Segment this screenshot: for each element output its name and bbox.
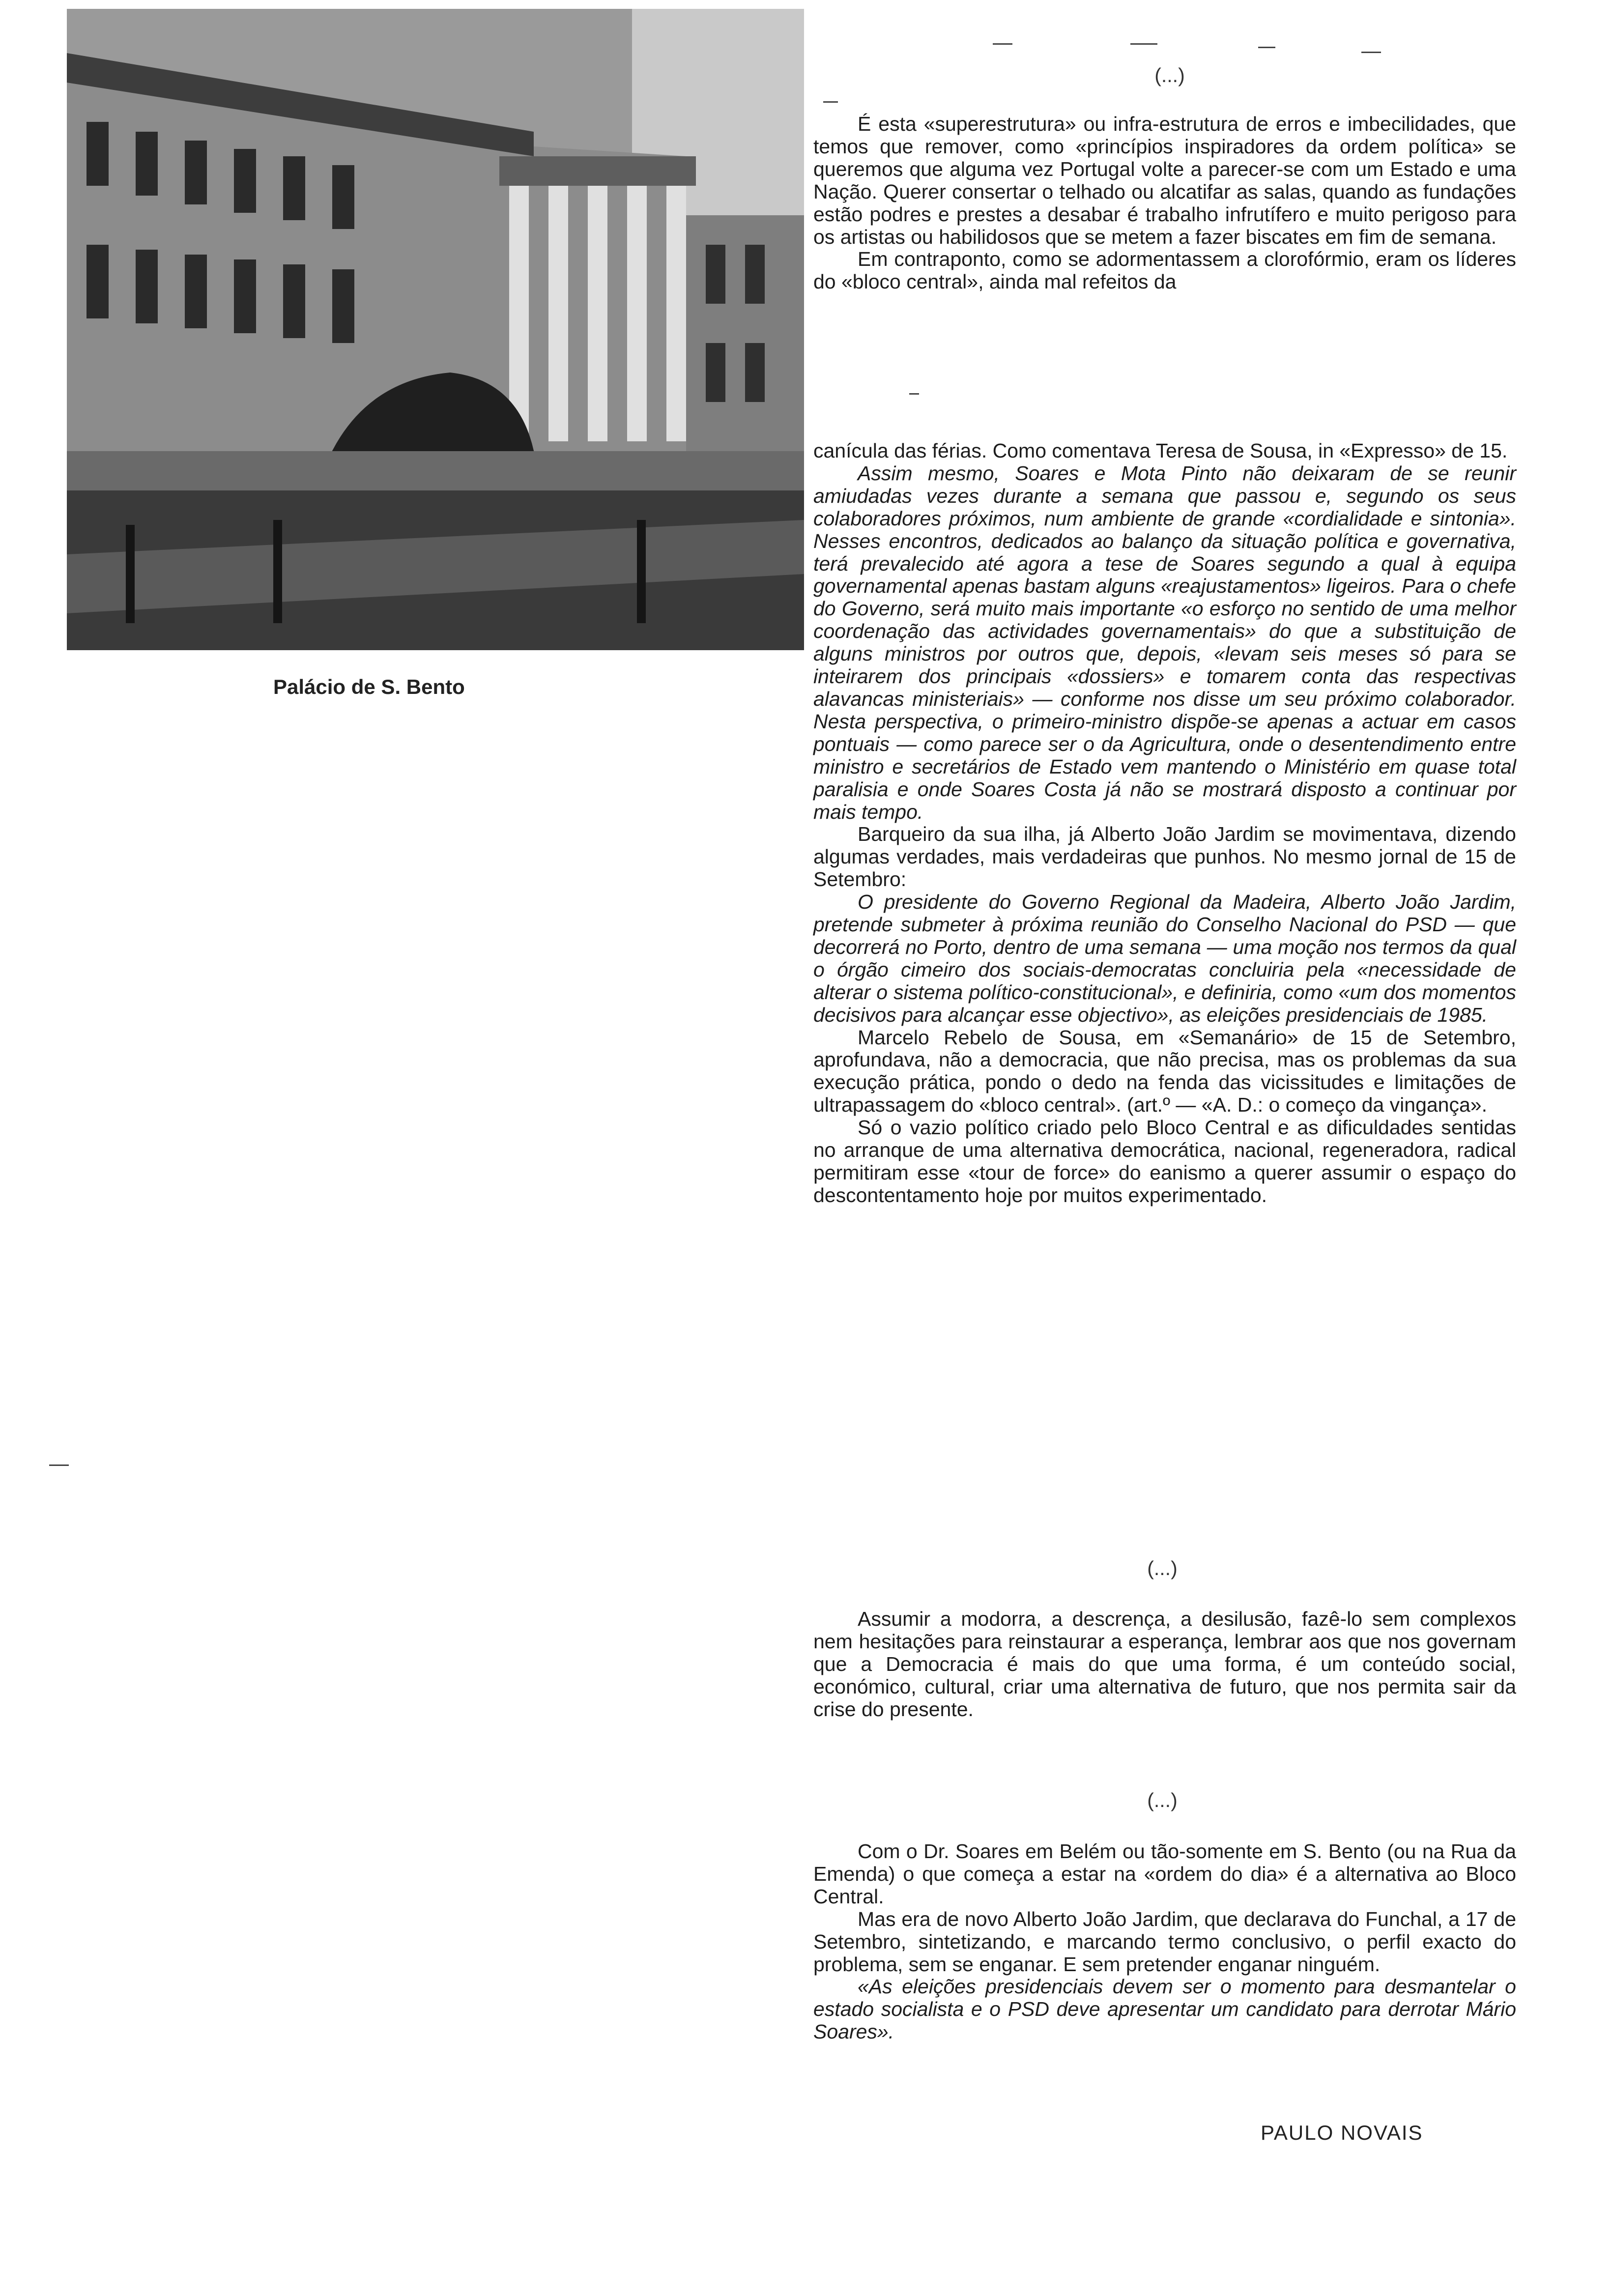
photo-caption: Palácio de S. Bento [273, 675, 465, 698]
scan-mark [993, 43, 1012, 45]
palace-photograph [67, 9, 804, 650]
paragraph: Com o Dr. Soares em Belém ou tão-somente em S. Bento (ou na Rua da Emenda) o que começa a estar na «ordem do dia» é a alternativa ao Bloco Central. [813, 1840, 1516, 1908]
article-block-3 [813, 1608, 1516, 1721]
scan-mark [1361, 52, 1381, 53]
quote-paragraph: O presidente do Governo Regional da Madeira, Alberto João Jardim, pretende submeter à próxima reunião do Conselho Nacional do PSD — que decorrerá no Porto, dentro de uma semana — uma moção nos termos da qual o órgão cimeiro dos sociais-democratas concluiria pela «necessidade de alterar o sistema político-constitucional», e definiria, como «um dos momentos decisivos para alcançar esse objectivo», as eleições presidenciais de 1985. [813, 890, 1516, 1026]
paragraph: É esta «superestrutura» ou infra-estrutura de erros e imbecilidades, que temos que remover, como «princípios inspiradores da ordem política» se queremos que alguma vez Portugal volte a parecer-se com um Estado e uma Nação. Querer consertar o telhado ou alcatifar as salas, quando as fundações estão podres e prestes a desabar é trabalho infrutífero e muito perigoso para os artistas ou habilidosos que se metem a fazer biscates em fim de semana. [813, 113, 1516, 248]
paragraph: canícula das férias. Como comentava Teresa de Sousa, in «Expresso» de 15. [813, 439, 1508, 462]
scan-mark [823, 101, 838, 103]
ellipsis-separator: (...) [1154, 64, 1185, 86]
author-signature: PAULO NOVAIS [1261, 2121, 1423, 2144]
quote-paragraph: Assim mesmo, Soares e Mota Pinto não deixaram de se reunir amiudadas vezes durante a semana que passou e, segundo os seus colaboradores próximos, num ambiente de grande «cordialidade e sintonia». Nesses encontros, dedicados ao balanço da situação política e governativa, terá prevalecido até agora a tese de Soares segundo a qual à equipa governamental apenas bastam alguns «reajustamentos» ligeiros. Para o chefe do Governo, será muito mais importante «o esforço no sentido de uma melhor coordenação das actividades governamentais» do que a substituição de alguns ministros por outros que, depois, «levam seis meses só para se inteirarem dos principais «dossiers» e tomarem conta das respectivas alavancas ministeriais» — conforme nos disse um seu próximo colaborador. Nesta perspectiva, o primeiro-ministro dispõe-se apenas a actuar em casos pontuais — como parece ser o da Agricultura, onde o desentendimento entre ministro e secretários de Estado vem mantendo o Ministério em quase total paralisia e onde Soares Costa já não se mostrará disposto a continuar por mais tempo. [813, 461, 1516, 823]
scan-mark [49, 1464, 69, 1466]
scan-mark [1130, 43, 1157, 45]
paragraph: Marcelo Rebelo de Sousa, em «Semanário» de 15 de Setembro, aprofundava, não a democracia, que não precisa, mas os problemas da sua execução prática, pondo o dedo na fenda das vicissitudes e limitações de ultrapassagem do «bloco central». (art.º — «A. D.: o começo da vingança». [813, 1026, 1516, 1117]
ellipsis-separator: (...) [1147, 1789, 1178, 1811]
paragraph: Só o vazio político criado pelo Bloco Central e as dificuldades sentidas no arranque de uma alternativa democrática, nacional, regeneradora, radical permitiram esse «tour de force» do eanismo a querer assumir o espaço do descontentamento hoje por muitos experimentado. [813, 1116, 1516, 1206]
paragraph: Assumir a modorra, a descrença, a desilusão, fazê-lo sem complexos nem hesitações para reinstaurar a esperança, lembrar aos que nos governam que a Democracia é mais do que uma forma, é um conteúdo social, económico, cultural, criar uma alternativa de futuro, que nos permita sair da crise do presente. [813, 1607, 1516, 1721]
paragraph: Em contraponto, como se adormentassem a clorofórmio, eram os líderes do «bloco central», ainda mal refeitos da [813, 248, 1516, 293]
quote-paragraph: «As eleições presidenciais devem ser o momento para desmantelar o estado socialista e o PSD deve apresentar um candidato para derrotar Mário Soares». [813, 1975, 1516, 2043]
scan-mark [1258, 47, 1275, 48]
article-block-4 [813, 1840, 1516, 2043]
paragraph: Barqueiro da sua ilha, já Alberto João Jardim se movimentava, dizendo algumas verdades, mais verdadeiras que punhos. No mesmo jornal de 15 de Setembro: [813, 823, 1516, 891]
ellipsis-separator: (...) [1147, 1557, 1178, 1579]
article-block-2 [813, 440, 1516, 1207]
article-block-1 [813, 113, 1516, 293]
paragraph: Mas era de novo Alberto João Jardim, que declarava do Funchal, a 17 de Setembro, sintetizando, e marcando termo conclusivo, o perfil exacto do problema, sem se enganar. E sem pretender enganar ninguém. [813, 1907, 1516, 1976]
scan-mark [909, 393, 919, 395]
